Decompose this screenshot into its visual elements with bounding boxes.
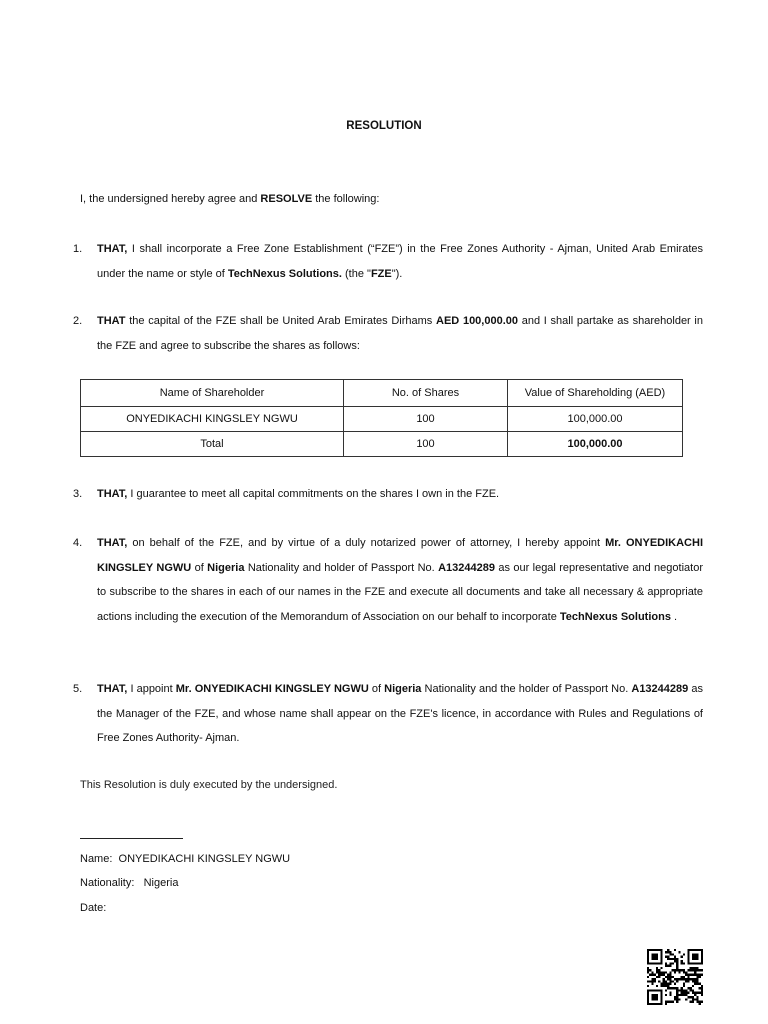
text-run: I guarantee to meet all capital commitments on the shares I own in the FZE. — [127, 488, 500, 500]
bold-text-run: Nigeria — [207, 561, 245, 574]
text-run: I appoint — [127, 683, 176, 695]
item-body — [97, 237, 703, 286]
header-name-of-shareholder: Name of Shareholder — [81, 380, 344, 407]
bold-text-run: TechNexus Solutions — [559, 610, 671, 623]
bold-text-run: A13244289 — [438, 561, 495, 574]
cell-total-shares: 100 — [344, 432, 508, 457]
date-label: Date: — [80, 902, 107, 914]
header-value-of-shareholding: Value of Shareholding (AED) — [508, 380, 683, 407]
item-body — [97, 482, 703, 507]
bold-text-run: THAT — [97, 315, 126, 327]
signature-date — [80, 902, 106, 914]
cell-value: 100,000.00 — [508, 407, 683, 432]
cell-total-value: 100,000.00 — [508, 432, 683, 457]
resolution-item-2 — [73, 309, 703, 358]
item-number: 3. — [73, 488, 83, 500]
item-body — [97, 309, 703, 358]
bold-text-run: THAT, — [97, 537, 128, 549]
item-number: 5. — [73, 683, 83, 695]
table-header-row — [81, 380, 683, 407]
closing-statement: This Resolution is duly executed by the undersigned. — [80, 779, 338, 791]
intro-paragraph — [80, 193, 379, 205]
text-run: and I shall partake as shareholder in the FZE and agree to subscribe the shares as follows: — [97, 315, 703, 352]
bold-text-run: THAT, — [97, 243, 128, 255]
cell-shares: 100 — [344, 407, 508, 432]
text-run: (the " — [341, 267, 371, 280]
bold-text-run: Nigeria — [384, 683, 422, 695]
resolution-item-5 — [73, 677, 703, 751]
name-label: Name: — [80, 853, 113, 865]
text-run: as the Manager of the FZE, and whose name shall appear on the FZE's licence, in accordance with Rules and Regulations of Free Zones Authority- Ajman. — [97, 683, 703, 744]
text-run: as our legal representative and negotiator to subscribe to the shares in each of our names in the FZE and execute all documents and take all necessary & appropriate actions including the execution of the Memorandum of Association on our behalf to incorporate — [97, 561, 703, 623]
item-number: 1. — [73, 243, 83, 255]
shareholding-table — [80, 379, 683, 457]
document-title: RESOLUTION — [346, 120, 422, 132]
bold-text-run: FZE — [370, 267, 392, 280]
text-run: . — [670, 610, 678, 623]
cell-shareholder-name: ONYEDIKACHI KINGSLEY NGWU — [81, 407, 344, 432]
table-row — [81, 407, 683, 432]
header-no-of-shares: No. of Shares — [344, 380, 508, 407]
signature-nationality — [80, 877, 178, 889]
bold-text-run: AED 100,000.00 — [436, 315, 519, 327]
bold-text-run: THAT, — [97, 488, 128, 500]
item-number: 2. — [73, 315, 83, 327]
nationality-value: Nigeria — [143, 877, 179, 889]
item-number: 4. — [73, 537, 83, 549]
text-run: I shall incorporate a Free Zone Establishment (“FZE”) in the Free Zones Authority - Ajman, United Arab Emirates under the name or style of — [97, 243, 703, 280]
text-run: of — [191, 561, 208, 574]
intro-text-post: the following: — [312, 193, 380, 205]
intro-text-bold: RESOLVE — [260, 193, 313, 205]
item-body — [97, 531, 703, 629]
bold-text-run: TechNexus Solutions. — [227, 267, 342, 280]
bold-text-run: Mr. ONYEDIKACHI KINGSLEY NGWU — [175, 683, 369, 695]
item-body — [97, 677, 703, 751]
name-value: ONYEDIKACHI KINGSLEY NGWU — [118, 853, 291, 865]
bold-text-run: THAT, — [97, 683, 128, 695]
signature-line — [80, 838, 183, 839]
signature-name — [80, 853, 290, 865]
bold-text-run: A13244289 — [631, 683, 689, 695]
resolution-item-3 — [73, 482, 703, 507]
text-run: Nationality and holder of Passport No. — [244, 561, 439, 574]
text-run: of — [368, 683, 385, 695]
cell-total-label: Total — [81, 432, 344, 457]
resolution-item-1 — [73, 237, 703, 286]
intro-text-pre: I, the undersigned hereby agree and — [80, 193, 261, 205]
text-run: on behalf of the FZE, and by virtue of a duly notarized power of attorney, I hereby appoint — [127, 537, 606, 549]
resolution-item-4 — [73, 531, 703, 629]
table-total-row — [81, 432, 683, 457]
bold-text-run: Mr. ONYEDIKACHI KINGSLEY NGWU — [97, 537, 703, 574]
qr-code-icon — [647, 949, 703, 1005]
text-run: "). — [391, 267, 403, 280]
text-run: Nationality and the holder of Passport No. — [421, 683, 632, 695]
text-run: the capital of the FZE shall be United Arab Emirates Dirhams — [125, 315, 437, 327]
nationality-label: Nationality: — [80, 877, 135, 889]
